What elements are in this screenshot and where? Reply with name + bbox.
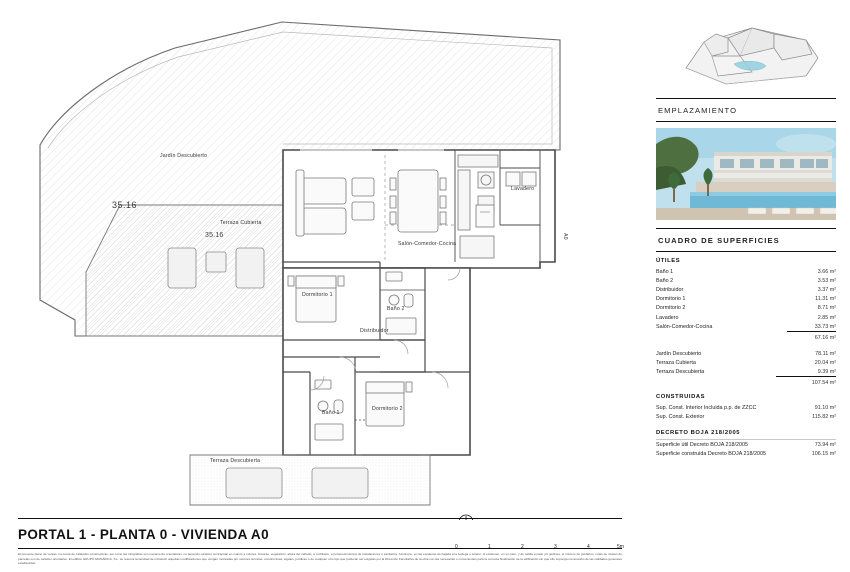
table-row <box>656 304 836 313</box>
footer-divider-top <box>18 518 622 519</box>
row-value: 73.94 m² <box>814 442 836 449</box>
scale-tick-2: 2 <box>521 544 524 550</box>
plan-area-terrace: 35.16 <box>205 232 224 239</box>
table-row <box>656 412 836 421</box>
row-label: Distribuidor <box>656 286 684 293</box>
footer-divider-bottom <box>18 548 622 549</box>
table-row <box>656 322 836 332</box>
legal-disclaimer: El presente plano de ventas, memoria de calidades constructivas, así como las infografías son meramente orientativas, no teniendo carácter contractual en cuanto a colores, texturas, vegetación, altura del cañado, a mobiliario, a pertenecimientos de instalaciones o sanitarios. Asimismo, en las escaleras de bajada a la bodega o sótano, si existieren, en su caso, y de salida a patio y/o jardines, el número de peldaños, cotas de niveles de parcelas son de carácter orientativo. El edificio GRUPO MONÁRICA, S.L. se reserva la facultad de introducir aquellas modificaciones que vengan motivadas por razones técnicas, constructivas, legales, jurídicas o de cualquier otro tipo que pudieran ser exigidas por la Dirección Facultativa de la obra con las necesarias o convenientes para la correcta finalización de la edificación sin que ello suponga menoscabo de las calidades generales establecidas. <box>18 552 622 566</box>
row-label: Dormitorio 2 <box>656 305 686 312</box>
row-value: 106.15 m² <box>811 451 836 458</box>
table-total-row <box>656 377 836 388</box>
sidebar <box>648 0 850 572</box>
row-label: Dormitorio 1 <box>656 296 686 303</box>
row-label: Salón-Comedor-Cocina <box>656 323 713 330</box>
room-label-bano-1: Baño 1 <box>322 410 340 416</box>
section-heading-utiles: ÚTILES <box>656 258 681 264</box>
scale-tick-3: 3 <box>554 544 557 550</box>
room-label-lavadero: Lavadero <box>511 186 535 192</box>
surfaces-table-utiles <box>656 267 836 343</box>
row-label: Lavadero <box>656 314 679 321</box>
orientation-tag: A0 <box>562 233 568 240</box>
plan-area-garden: 35.16 <box>112 200 138 210</box>
row-value: 20.04 m² <box>814 359 836 366</box>
room-label-terraza-cubierta: Terraza Cubierta <box>220 220 262 226</box>
room-label-jardin: Jardín Descubierto <box>160 153 208 159</box>
table-row <box>656 267 836 276</box>
section-heading-construidas: CONSTRUIDAS <box>656 394 706 401</box>
surfaces-table-construidas <box>656 403 836 421</box>
table-row <box>656 358 836 367</box>
table-row <box>656 285 836 294</box>
development-render-image <box>656 128 836 220</box>
row-value: 78.11 m² <box>815 350 836 357</box>
row-label: Terraza Cubierta <box>656 359 696 366</box>
table-row <box>656 367 836 377</box>
row-value: 33.73 m² <box>814 323 836 330</box>
room-label-dormitorio-1: Dormitorio 1 <box>302 292 333 298</box>
surfaces-table-decreto <box>656 440 836 458</box>
room-label-bano-2: Baño 2 <box>387 306 405 312</box>
room-label-distribuidor: Distribuidor <box>360 328 389 334</box>
row-label: Superficie útil Decreto BOJA 218/2005 <box>656 442 748 449</box>
total-value: 107.54 m² <box>776 377 836 388</box>
table-row <box>656 295 836 304</box>
sidebar-divider-2 <box>656 121 836 122</box>
section-heading-decreto: DECRETO BOJA 218/2005 <box>656 430 741 437</box>
row-label: Superficie construida Decreto BOJA 218/2005 <box>656 451 766 458</box>
room-label-salon: Salón-Comedor-Cocina <box>398 241 457 247</box>
table-total-row <box>656 332 836 343</box>
row-value: 8.71 m² <box>817 305 836 312</box>
row-value: 9.39 m² <box>817 368 836 375</box>
table-row <box>656 403 836 412</box>
scale-tick-4: 4 <box>587 544 590 550</box>
row-label: Terraza Descubierta <box>656 368 705 375</box>
row-value: 3.37 m² <box>817 286 836 293</box>
scale-tick-1: 1 <box>488 544 491 550</box>
row-label: Sup. Const. Interior Incluida p.p. de ZZCC <box>656 404 757 411</box>
row-label: Baño 1 <box>656 268 674 275</box>
row-value: 2.85 m² <box>817 314 836 321</box>
page-title: PORTAL 1 - PLANTA 0 - VIVIENDA A0 <box>18 527 269 542</box>
table-row <box>656 450 836 459</box>
row-label: Baño 2 <box>656 277 674 284</box>
total-value: 67.16 m² <box>787 332 836 343</box>
row-label: Sup. Const. Exterior <box>656 413 705 420</box>
emplazamiento-title: EMPLAZAMIENTO <box>658 106 738 115</box>
row-label: Jardín Descubierto <box>656 350 702 357</box>
key-plan-thumbnail <box>656 6 836 98</box>
room-label-dormitorio-2: Dormitorio 2 <box>372 406 403 412</box>
surfaces-table-exterior <box>656 349 836 388</box>
row-value: 3.53 m² <box>817 277 836 284</box>
row-value: 115.82 m² <box>812 413 836 420</box>
table-row <box>656 313 836 322</box>
row-value: 3.66 m² <box>817 268 836 275</box>
row-value: 91.10 m² <box>814 404 836 411</box>
row-value: 11.31 m² <box>815 296 836 303</box>
table-row <box>656 440 836 449</box>
scale-tick-5: 5m <box>617 544 624 550</box>
table-row <box>656 276 836 285</box>
scale-tick-0: 0 <box>455 544 458 550</box>
table-row <box>656 349 836 358</box>
room-label-terraza-descubierta: Terraza Descubierta <box>210 458 261 464</box>
surfaces-title: CUADRO DE SUPERFICIES <box>658 236 780 245</box>
